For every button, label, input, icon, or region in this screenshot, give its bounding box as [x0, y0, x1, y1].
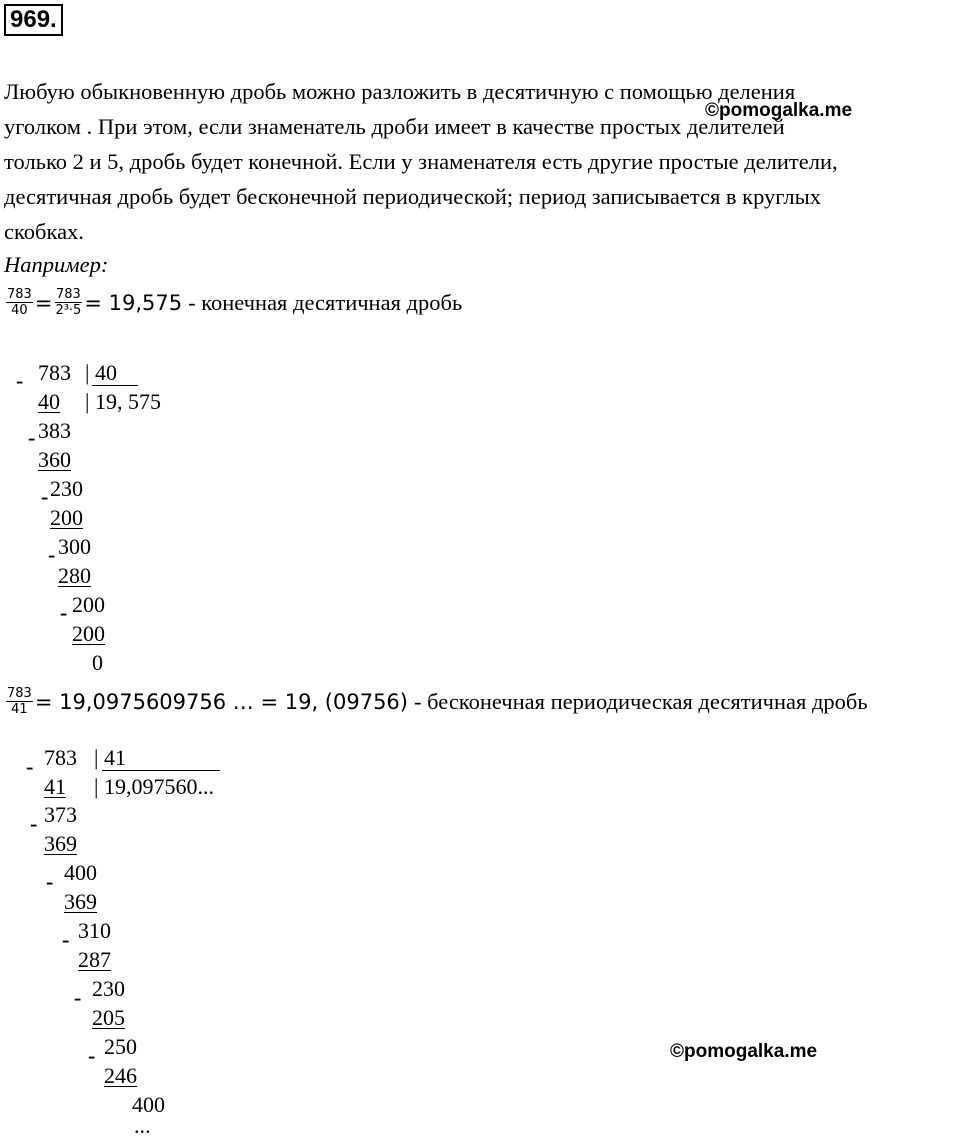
example1-formula [4, 287, 462, 318]
fraction-783-41 [6, 686, 33, 717]
minus-sign: - [26, 754, 34, 779]
quotient-separator: | [94, 774, 99, 799]
subtrahend: 41 [44, 774, 66, 799]
subtrahend: 369 [64, 889, 97, 914]
remainder: 230 [92, 976, 125, 1001]
minus-sign: - [28, 425, 36, 450]
example-label: Например: [4, 252, 109, 277]
subtrahend: 205 [92, 1005, 125, 1030]
result-expression: = 19,0975609756 … = 19, (09756) [34, 689, 408, 714]
denominator: 2³·5 [55, 303, 82, 318]
result-value: = 19,575 [84, 290, 183, 315]
fraction-783-40 [6, 287, 33, 318]
remainder: 230 [50, 476, 83, 501]
dividend: 783 [44, 745, 77, 770]
denominator: 41 [11, 702, 28, 717]
minus-sign: - [88, 1043, 96, 1068]
remainder: 310 [78, 918, 111, 943]
remainder: 200 [72, 592, 105, 617]
minus-sign: - [60, 600, 68, 625]
numerator: 783 [7, 287, 32, 302]
example2-formula [4, 686, 868, 717]
remainder: 383 [38, 418, 71, 443]
remainder: 300 [58, 534, 91, 559]
divisor-line [102, 770, 220, 771]
quotient-separator: | [85, 389, 90, 414]
result-description: - конечная десятичная дробь [188, 289, 463, 315]
subtrahend: 200 [72, 621, 105, 646]
denominator: 40 [11, 303, 28, 318]
remainder: 373 [44, 802, 77, 827]
minus-sign: - [48, 542, 56, 567]
minus-sign: - [74, 985, 82, 1010]
paragraph-line: десятичная дробь будет бесконечной периодической; период записывается в круглых [4, 184, 821, 209]
subtrahend: 246 [104, 1063, 137, 1088]
fraction-783-factored [54, 287, 82, 318]
paragraph-line: только 2 и 5, дробь будет конечной. Если у знаменателя есть другие простые делители, [4, 149, 838, 174]
final-remainder: 0 [92, 650, 103, 675]
remainder: 400 [132, 1092, 165, 1117]
equals-sign: = [34, 290, 53, 315]
watermark-bottom: ©pomogalka.me [670, 1041, 818, 1062]
numerator: 783 [7, 686, 32, 701]
subtrahend: 287 [78, 947, 111, 972]
divisor-line [92, 385, 138, 386]
divisor: 40 [95, 360, 117, 385]
quotient: 19,097560... [104, 774, 214, 799]
subtrahend: 280 [58, 563, 91, 588]
divisor-separator: | [85, 360, 90, 385]
watermark-top: ©pomogalka.me [705, 100, 853, 121]
subtrahend: 200 [50, 505, 83, 530]
divisor-separator: | [94, 745, 99, 770]
quotient: 19, 575 [95, 389, 161, 414]
minus-sign: - [16, 368, 24, 393]
subtrahend: 369 [44, 831, 77, 856]
paragraph-line: уголком . При этом, если знаменатель дроби имеет в качестве простых делителей [4, 114, 785, 139]
remainder: 250 [104, 1034, 137, 1059]
dividend: 783 [38, 360, 71, 385]
minus-sign: - [30, 811, 38, 836]
paragraph-line: Любую обыкновенную дробь можно разложить в десятичную с помощью деления [4, 79, 796, 104]
paragraph-line: скобках. [4, 219, 84, 244]
remainder: 400 [64, 860, 97, 885]
divisor: 41 [104, 745, 126, 770]
subtrahend: 360 [38, 447, 71, 472]
subtrahend: 40 [38, 389, 60, 414]
minus-sign: - [46, 869, 54, 894]
continuation-ellipsis: ... [134, 1113, 151, 1138]
result-description: - бесконечная периодическая десятичная дробь [414, 688, 868, 714]
numerator: 783 [55, 287, 81, 302]
problem-number: 969. [4, 4, 63, 36]
minus-sign: - [41, 484, 49, 509]
minus-sign: - [62, 927, 70, 952]
